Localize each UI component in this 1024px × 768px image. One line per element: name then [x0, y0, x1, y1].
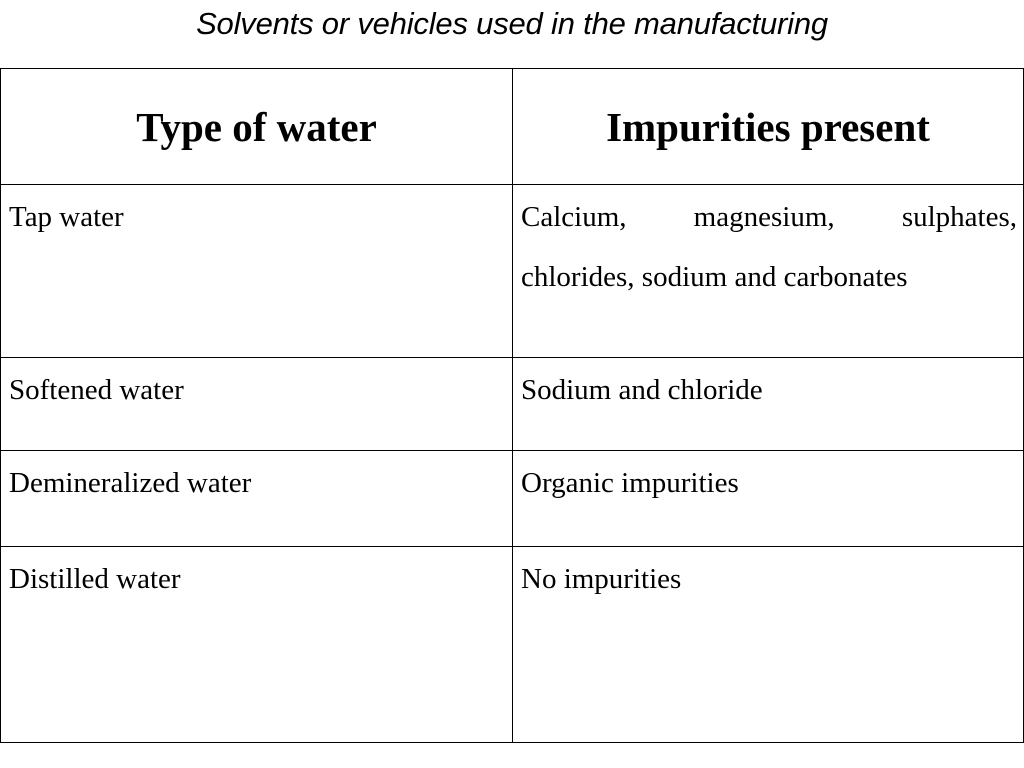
water-type-cell: Distilled water	[1, 547, 513, 743]
impurities-cell: Organic impurities	[513, 451, 1024, 547]
water-type-cell: Softened water	[1, 358, 513, 451]
water-impurities-table	[0, 68, 1024, 743]
impurities-cell: Calcium, magnesium, sulphates, chlorides, sodium and carbonates	[513, 185, 1024, 358]
impurities-cell: No impurities	[513, 547, 1024, 743]
table-row	[1, 358, 1024, 451]
water-type-cell: Demineralized water	[1, 451, 513, 547]
impurities-cell: Sodium and chloride	[513, 358, 1024, 451]
slide-title: Solvents or vehicles used in the manufacturing	[196, 6, 828, 41]
water-type-cell: Tap water	[1, 185, 513, 358]
table-row	[1, 547, 1024, 743]
table-header-row	[1, 69, 1024, 185]
column-header-impurities: Impurities present	[513, 69, 1024, 185]
table-row	[1, 185, 1024, 358]
table-row	[1, 451, 1024, 547]
column-header-type: Type of water	[1, 69, 513, 185]
